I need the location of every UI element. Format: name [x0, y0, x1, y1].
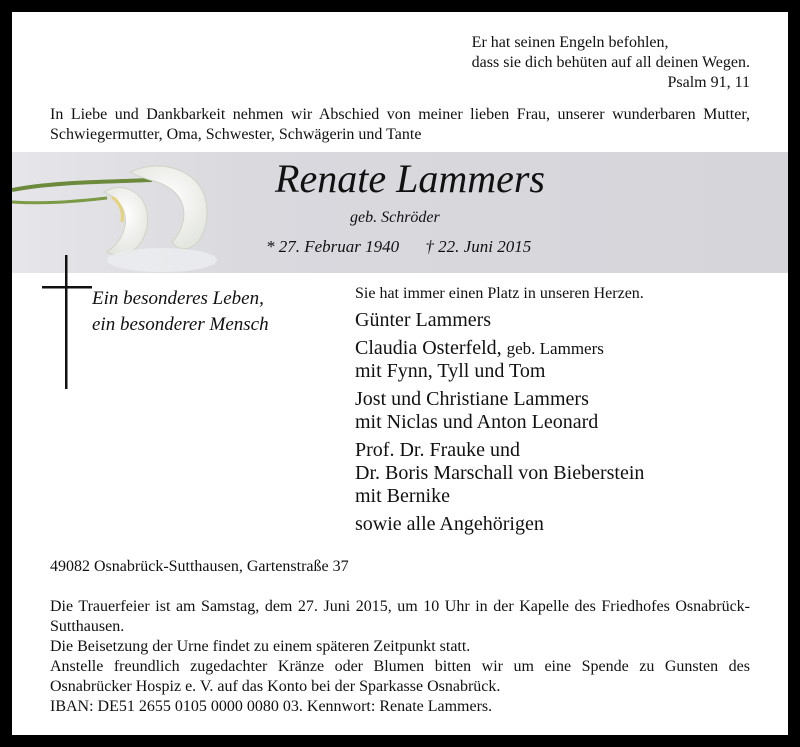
- mourner-maiden-name: geb. Lammers: [506, 339, 604, 358]
- intro-text: In Liebe und Dankbarkeit nehmen wir Abschied von meiner lieben Frau, unserer wunderbaren Mutter, Schwiegermutter, Oma, Schwester, Schwägerin und Tante: [50, 106, 750, 143]
- mourners-list: [355, 284, 644, 541]
- mourner-line: mit Fynn, Tyll und Tom: [355, 360, 546, 382]
- funeral-notice: [50, 597, 750, 717]
- bible-verse: [472, 33, 750, 93]
- birth-date: * 27. Februar 1940: [266, 237, 400, 256]
- mourner-line: Jost und Christiane Lammers: [355, 388, 589, 410]
- mourner-line: [355, 337, 644, 360]
- verse-line-1: Er hat seinen Engeln befohlen,: [471, 34, 669, 51]
- mourner-group: [355, 388, 644, 434]
- mourner-line: mit Niclas und Anton Leonard: [355, 411, 599, 433]
- death-date: † 22. Juni 2015: [425, 237, 532, 256]
- notice-paragraph: Die Beisetzung der Urne findet zu einem späteren Zeitpunkt statt.: [50, 638, 471, 655]
- mourner-line: Dr. Boris Marschall von Bieberstein: [355, 462, 645, 484]
- mourners-lead: Sie hat immer einen Platz in unseren Herzen.: [355, 285, 644, 302]
- deceased-name: Renate Lammers: [275, 156, 545, 201]
- notice-paragraph: Anstelle freundlich zugedachter Kränze oder Blumen bitten wir um eine Spende zu Gunsten des Osnabrücker Hospiz e. V. auf das Konto bei der Sparkasse Osnabrück.: [50, 658, 750, 695]
- family-address: 49082 Osnabrück-Sutthausen, Gartenstraße 37: [50, 558, 349, 575]
- cross-icon: [42, 255, 92, 389]
- obituary-notice: [12, 12, 788, 735]
- mourner-line: Prof. Dr. Frauke und: [355, 439, 520, 461]
- verse-line-2: dass sie dich behüten auf all deinen Wegen.: [471, 54, 750, 71]
- verse-reference: Psalm 91, 11: [667, 74, 750, 91]
- mourner-group: [355, 309, 644, 332]
- motto-line-2: ein besonderer Mensch: [92, 314, 269, 335]
- mourner-line: sowie alle Angehörigen: [355, 513, 544, 535]
- mourner-line: mit Bernike: [355, 485, 450, 507]
- notice-paragraph: IBAN: DE51 2655 0105 0000 0080 03. Kennwort: Renate Lammers.: [50, 698, 493, 715]
- life-dates: [266, 237, 531, 257]
- name-banner: [12, 152, 788, 273]
- motto-line-1: Ein besonderes Leben,: [92, 288, 264, 309]
- mourner-line: Günter Lammers: [355, 309, 492, 331]
- mourner-name: Claudia Osterfeld,: [355, 337, 502, 359]
- notice-paragraph: Die Trauerfeier ist am Samstag, dem 27. Juni 2015, um 10 Uhr in der Kapelle des Friedhofes Osnabrück-Sutthausen.: [50, 598, 750, 635]
- mourner-group: [355, 513, 644, 536]
- motto: [92, 286, 269, 338]
- mourner-group: [355, 439, 644, 508]
- mourner-group: [355, 337, 644, 383]
- birth-name: geb. Schröder: [350, 209, 440, 226]
